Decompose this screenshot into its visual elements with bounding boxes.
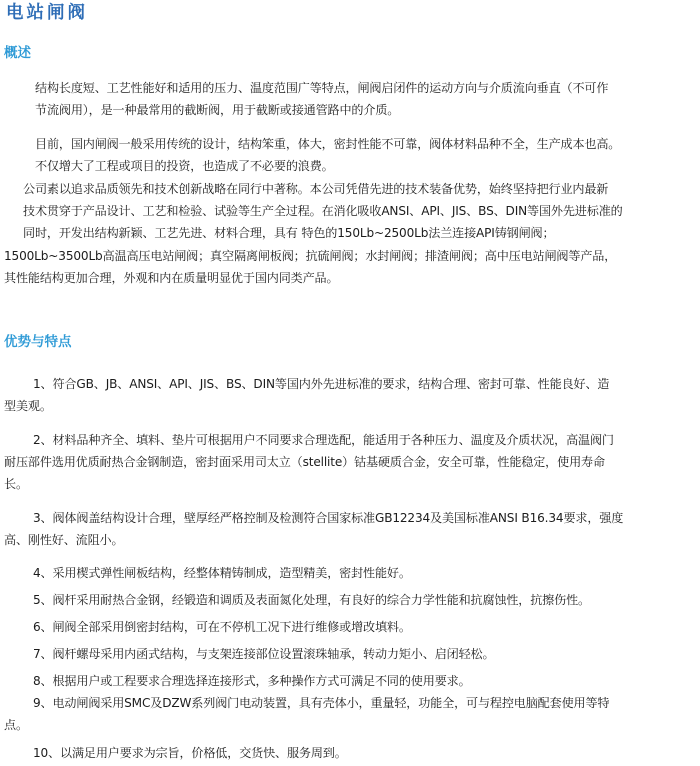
text-line: 不仅增大了工程或项目的投资，也造成了不必要的浪费。 bbox=[35, 159, 334, 174]
feature-item-5 bbox=[4, 589, 696, 611]
overview-paragraph-3 bbox=[4, 178, 696, 289]
text-line: 1500Lb~3500Lb高温高压电站闸阀；真空隔离闸板阀；抗硫闸阀；水封闸阀；排渣闸阀；高中压电站闸阀等产品， bbox=[4, 248, 617, 263]
text-line: 节流阀用），是一种最常用的截断阀，用于截断或接通管路中的介质。 bbox=[35, 103, 400, 118]
feature-item-6 bbox=[4, 616, 696, 638]
overview-paragraph-2 bbox=[4, 133, 696, 177]
text-line: 9、电动闸阀采用SMC及DZW系列阀门电动装置，具有壳体小，重量轻，功能全，可与程控电脑配套使用等特 bbox=[33, 696, 610, 710]
text-line: 4、采用楔式弹性闸板结构，经整体精铸制成，造型精美，密封性能好。 bbox=[33, 566, 411, 580]
feature-item-8 bbox=[4, 670, 696, 692]
text-line: 同时，开发出结构新颖、工艺先进、材料合理，具有 特色的150Lb~2500Lb法兰连接API铸钢闸阀； bbox=[23, 226, 555, 241]
text-line: 目前，国内闸阀一般采用传统的设计，结构笨重，体大，密封性能不可靠，阀体材料品种不全，生产成本也高。 bbox=[35, 137, 621, 151]
feature-item-9 bbox=[4, 692, 696, 736]
feature-item-4 bbox=[4, 562, 696, 584]
feature-item-7 bbox=[4, 643, 696, 665]
text-line: 5、阀杆采用耐热合金钢，经锻造和调质及表面氮化处理，有良好的综合力学性能和抗腐蚀性，抗擦伤性。 bbox=[33, 593, 590, 607]
text-line: 长。 bbox=[4, 477, 28, 492]
text-line: 6、闸阀全部采用倒密封结构，可在不停机工况下进行维修或增改填料。 bbox=[33, 620, 411, 634]
text-line: 高、刚性好、流阻小。 bbox=[4, 533, 124, 548]
text-line: 型美观。 bbox=[4, 399, 52, 414]
text-line: 8、根据用户或工程要求合理选择连接形式，多种操作方式可满足不同的使用要求。 bbox=[33, 674, 471, 688]
text-line: 公司素以追求品质领先和技术创新战略在同行中著称。本公司凭借先进的技术装备优势，始终坚持把行业内最新 bbox=[23, 182, 609, 196]
text-line: 耐压部件选用优质耐热合金钢制造，密封面采用司太立（stellite）钴基硬质合金，安全可靠，性能稳定，使用寿命 bbox=[4, 455, 605, 470]
feature-item-10 bbox=[4, 742, 696, 764]
text-line: 7、阀杆螺母采用内函式结构，与支架连接部位设置滚珠轴承，转动力矩小、启闭轻松。 bbox=[33, 647, 495, 661]
text-line: 其性能结构更加合理，外观和内在质量明显优于国内同类产品。 bbox=[4, 270, 339, 285]
text-line: 10、以满足用户要求为宗旨，价格低，交货快、服务周到。 bbox=[33, 746, 347, 760]
features-heading: 优势与特点 bbox=[4, 334, 72, 350]
text-line: 技术贯穿于产品设计、工艺和检验、试验等生产全过程。在消化吸收ANSI、API、JIS、BS、DIN等国外先进标准的 bbox=[23, 204, 623, 219]
text-line: 2、材料品种齐全、填料、垫片可根据用户不同要求合理选配，能适用于各种压力、温度及介质状况，高温阀门 bbox=[33, 433, 614, 447]
overview-heading: 概述 bbox=[4, 45, 31, 61]
text-line: 3、阀体阀盖结构设计合理，壁厚经严格控制及检测符合国家标准GB12234及美国标准ANSI B16.34要求，强度 bbox=[33, 511, 624, 525]
feature-item-3 bbox=[4, 507, 696, 551]
text-line: 点。 bbox=[4, 718, 28, 733]
feature-item-1 bbox=[4, 373, 696, 417]
text-line: 结构长度短、工艺性能好和适用的压力、温度范围广等特点，闸阀启闭件的运动方向与介质流向垂直（不可作 bbox=[35, 81, 609, 95]
overview-paragraph-1 bbox=[4, 77, 696, 121]
feature-item-2 bbox=[4, 429, 696, 496]
text-line: 1、符合GB、JB、ANSI、API、JIS、BS、DIN等国内外先进标准的要求，结构合理、密封可靠、性能良好、造 bbox=[33, 377, 610, 391]
page-title: 电站闸阀 bbox=[6, 3, 88, 23]
